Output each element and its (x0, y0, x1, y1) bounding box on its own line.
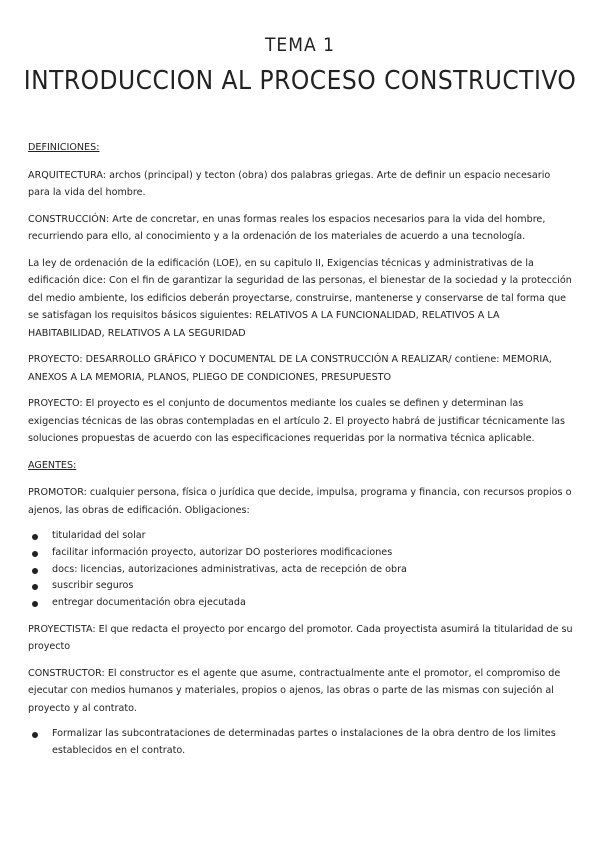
document-body (28, 139, 574, 769)
paragraph-promotor: PROMOTOR: cualquier persona, física o jurídica que decide, impulsa, programa y financia, con recursos propios o ajenos, las obras de edificación. Obligaciones: (28, 487, 572, 516)
list-item: Formalizar las subcontrataciones de determinadas partes o instalaciones de la obra dentro de los limites establecidos en el contrato. (50, 726, 574, 760)
list-item: entregar documentación obra ejecutada (50, 595, 574, 612)
list-item: titularidad del solar (50, 528, 574, 545)
paragraph-proyecto-definicion: PROYECTO: El proyecto es el conjunto de documentos mediante los cuales se definen y determinan las exigencias técnicas de las obras contempladas en el artículo 2. El proyecto habrá de justificar técnicamente las soluciones propuestas de acuerdo con las especificaciones requeridas por la normativa técnica aplicable. (28, 398, 566, 444)
paragraph-loe: La ley de ordenación de la edificación (LOE), en su capitulo II, Exigencias técnicas y administrativas de la edificación dice: Con el fin de garantizar la seguridad de las personas, el bienestar de la sociedad y la protección del medio ambiente, los edificios deberán proyectarse, construirse, mantenerse y conservarse de tal forma que se satisfagan los requisitos básicos siguientes: RELATIVOS A LA FUNCIONALIDAD, RELATIVOS A LA HABITABILIDAD, RELATIVOS A LA SEGURIDAD (28, 257, 572, 339)
page-title: INTRODUCCION AL PROCESO CONSTRUCTIVO (23, 66, 577, 96)
page-subtitle: TEMA 1 (265, 34, 335, 56)
section-heading-agentes: AGENTES: (28, 459, 77, 471)
list-item: docs: licencias, autorizaciones administrativas, acta de recepción de obra (50, 562, 574, 579)
paragraph-construccion: CONSTRUCCIÓN: Arte de concretar, en unas formas reales los espacios necesarios para la vida del hombre, recurriendo para ello, al conocimiento y a la ordenación de los materiales de acuerdo a una tecnología. (28, 213, 546, 242)
list-item: facilitar información proyecto, autorizar DO posteriores modificaciones (50, 545, 574, 562)
constructor-list (28, 726, 574, 760)
list-item: suscribir seguros (50, 578, 574, 595)
paragraph-proyectista: PROYECTISTA: El que redacta el proyecto por encargo del promotor. Cada proyectista asumirá la titularidad de su proyecto (28, 623, 573, 653)
paragraph-proyecto-contenido: PROYECTO: DESARROLLO GRÁFICO Y DOCUMENTAL DE LA CONSTRUCCIÓN A REALIZAR/ contiene: MEMORIA, ANEXOS A LA MEMORIA, PLANOS, PLIEGO DE CONDICIONES, PRESUPUESTO (28, 354, 552, 383)
paragraph-arquitectura: ARQUITECTURA: archos (principal) y tecton (obra) dos palabras griegas. Arte de definir un espacio necesario para la vida del hombre. (28, 169, 551, 198)
paragraph-constructor: CONSTRUCTOR: El constructor es el agente que asume, contractualmente ante el promotor, el compromiso de ejecutar con medios humanos y materiales, propios o ajenos, las obras o parte de las mismas con sujeción al proyecto y al contrato. (28, 667, 561, 714)
section-heading-definiciones: DEFINICIONES: (28, 142, 100, 153)
promotor-obligations-list (28, 528, 574, 612)
